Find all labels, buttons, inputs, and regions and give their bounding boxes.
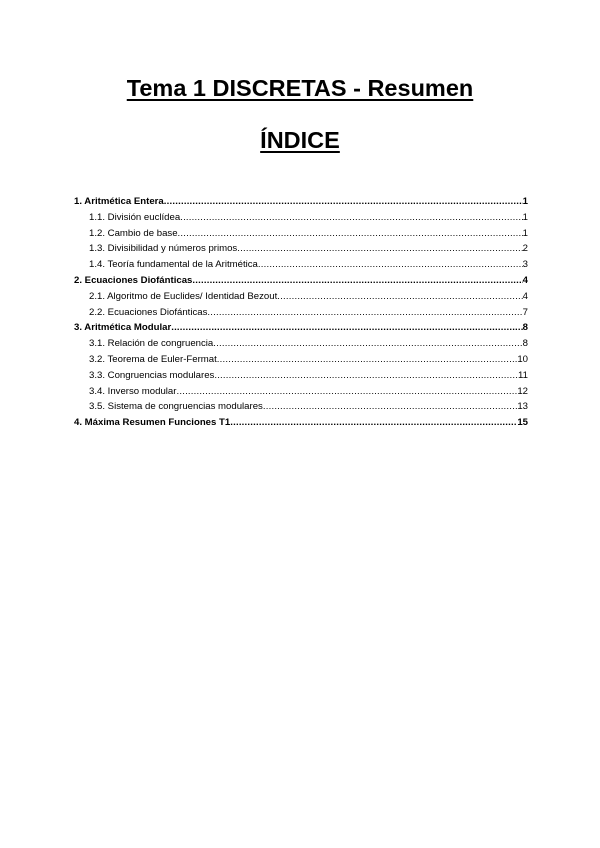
- document-title: Tema 1 DISCRETAS - Resumen: [126, 75, 474, 101]
- dot-leader: [237, 241, 522, 257]
- dot-leader: [263, 399, 517, 415]
- toc-entry-3-2[interactable]: [74, 352, 528, 368]
- toc-entry-1-2[interactable]: [74, 226, 528, 242]
- toc-entry-page: 12: [517, 385, 528, 397]
- toc-entry-page: 8: [522, 338, 528, 350]
- toc-entry-page: 8: [522, 322, 528, 334]
- toc-entry-page: 1: [522, 196, 528, 207]
- toc-entry-3-5[interactable]: [74, 399, 528, 415]
- toc-entry-2-1[interactable]: [74, 289, 528, 305]
- toc-entry-1-3[interactable]: [74, 241, 528, 257]
- toc-entry-label: 3. Aritmética Modular: [74, 322, 172, 334]
- dot-leader: [214, 368, 518, 384]
- dot-leader: [180, 210, 522, 226]
- toc-entry-page: 7: [522, 306, 528, 318]
- toc-entry-label: 3.5. Sistema de congruencias modulares: [89, 401, 263, 413]
- toc-entry-label: 2.2. Ecuaciones Diofánticas: [89, 306, 208, 318]
- toc-entry-3-3[interactable]: [74, 368, 528, 384]
- toc-entry-page: 13: [517, 401, 528, 413]
- toc-entry-page: 4: [522, 274, 528, 286]
- toc-entry-label: 4. Máxima Resumen Funciones T1: [74, 417, 231, 429]
- index-heading: ÍNDICE: [260, 127, 340, 153]
- toc-entry-page: 1: [522, 211, 528, 223]
- toc-entry-label: 1.4. Teoría fundamental de la Aritmética: [89, 259, 258, 271]
- toc-entry-page: 10: [517, 353, 528, 365]
- toc-entry-label: 1.2. Cambio de base: [89, 227, 178, 239]
- toc-entry-page: 15: [517, 417, 528, 429]
- toc-entry-page: 11: [518, 369, 528, 381]
- toc-entry-page: 3: [522, 259, 528, 271]
- toc-entry-1[interactable]: [74, 194, 528, 210]
- toc-entry-page: 4: [522, 290, 528, 302]
- table-of-contents: [74, 194, 528, 431]
- dot-leader: [164, 194, 523, 210]
- toc-entry-3[interactable]: [74, 320, 528, 336]
- toc-entry-4[interactable]: [74, 415, 528, 431]
- toc-entry-page: 2: [522, 243, 528, 255]
- toc-entry-2[interactable]: [74, 273, 528, 289]
- dot-leader: [230, 415, 517, 431]
- dot-leader: [176, 384, 517, 400]
- dot-leader: [207, 305, 522, 321]
- toc-entry-label: 2. Ecuaciones Diofánticas: [74, 274, 193, 286]
- toc-entry-2-2[interactable]: [74, 305, 528, 321]
- toc-entry-label: 3.4. Inverso modular: [89, 385, 177, 397]
- toc-entry-3-4[interactable]: [74, 384, 528, 400]
- toc-entry-label: 1.3. Divisibilidad y números primos: [89, 243, 238, 255]
- toc-entry-label: 3.1. Relación de congruencia: [89, 338, 214, 350]
- dot-leader: [277, 289, 522, 305]
- toc-entry-label: 1. Aritmética Entera: [74, 196, 164, 207]
- dot-leader: [217, 352, 518, 368]
- dot-leader: [178, 226, 523, 242]
- toc-entry-1-1[interactable]: [74, 210, 528, 226]
- toc-entry-3-1[interactable]: [74, 336, 528, 352]
- toc-entry-label: 2.1. Algoritmo de Euclides/ Identidad Bezout: [89, 290, 278, 302]
- toc-entry-label: 1.1. División euclídea: [89, 211, 181, 223]
- dot-leader: [213, 336, 522, 352]
- toc-entry-1-4[interactable]: [74, 257, 528, 273]
- toc-entry-label: 3.2. Teorema de Euler-Fermat: [89, 353, 217, 365]
- dot-leader: [171, 320, 522, 336]
- toc-entry-page: 1: [522, 227, 528, 239]
- dot-leader: [258, 257, 523, 273]
- dot-leader: [192, 273, 522, 289]
- toc-entry-label: 3.3. Congruencias modulares: [89, 369, 215, 381]
